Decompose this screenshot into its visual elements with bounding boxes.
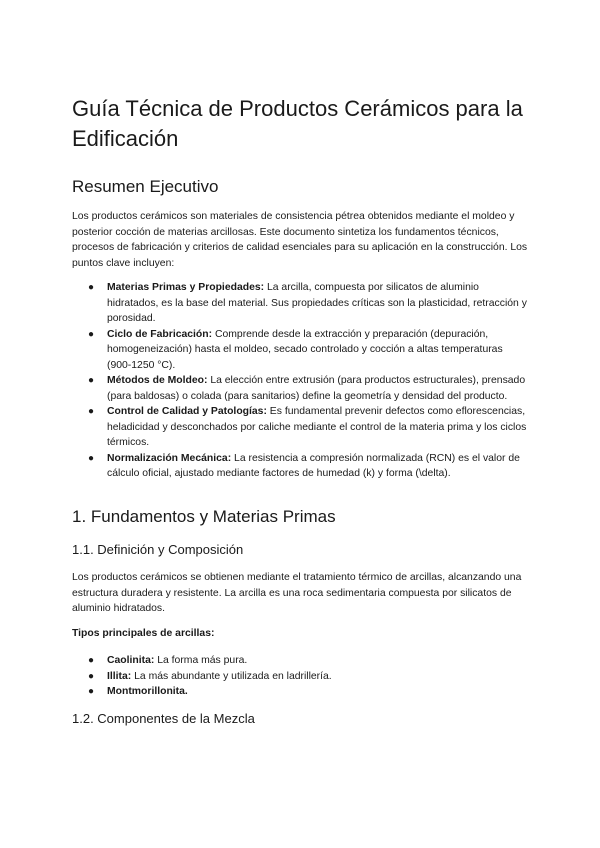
summary-heading: Resumen Ejecutivo: [72, 177, 219, 196]
bullet-icon: ●: [88, 655, 95, 666]
section-1-1-text: Los productos cerámicos se obtienen mediante el tratamiento térmico de arcillas, alcanzando una estructura duradera y resistente. La arcilla es una roca sedimentaria compuesta por silicatos de aluminio hidratados.: [72, 572, 522, 614]
summary-points-list: [72, 280, 528, 482]
list-item-term: Normalización Mecánica:: [107, 452, 232, 464]
list-item-term: Illita:: [107, 670, 132, 682]
list-item-text: La resistencia a compresión normalizada (RCN) es el valor de cálculo oficial, ajustado mediante factores de humedad (k) y forma (\delta).: [107, 452, 520, 479]
document-title: Guía Técnica de Productos Cerámicos para la Edificación: [72, 96, 523, 151]
bullet-icon: ●: [88, 686, 95, 697]
list-item: [72, 653, 528, 669]
bullet-icon: ●: [88, 406, 95, 417]
bullet-icon: ●: [88, 375, 95, 386]
bullet-icon: ●: [88, 328, 95, 340]
list-item-text: La arcilla, compuesta por silicatos de aluminio hidratados, es la base del material. Sus propiedades críticas son la plasticidad, retracción y porosidad.: [107, 282, 527, 324]
list-item: [72, 451, 528, 482]
list-item-text: La elección entre extrusión (para productos estructurales), prensado (para baldosas) o colada (para sanitarios) define la geometría y densidad del producto.: [107, 375, 526, 402]
list-item-term: Control de Calidad y Patologías:: [107, 406, 267, 417]
bullet-icon: ●: [88, 670, 95, 682]
list-item-term: Ciclo de Fabricación:: [107, 328, 213, 340]
list-item: [72, 373, 528, 404]
list-item: [72, 684, 528, 700]
list-item-text: Comprende desde la extracción y preparación (depuración, homogeneización) hasta el moldeo, secado controlado y cocción a altas temperaturas (900-1250 °C).: [107, 328, 503, 371]
section-1-2-heading: 1.2. Componentes de la Mezcla: [72, 711, 255, 726]
list-item-text: La forma más pura.: [154, 655, 248, 666]
list-item: [72, 280, 528, 327]
section-1-heading: 1. Fundamentos y Materias Primas: [72, 507, 336, 526]
list-item: [72, 669, 528, 685]
bullet-icon: ●: [88, 452, 95, 464]
summary-intro: Los productos cerámicos son materiales de consistencia pétrea obtenidos mediante el moldeo y posterior cocción de materias arcillosas. Este documento sintetiza los fundamentos técnicos, procesos de fabricación y criterios de calidad esenciales para su aplicación en la construcción. Los puntos clave incluyen:: [72, 211, 528, 269]
clay-types-label: Tipos principales de arcillas:: [72, 628, 215, 639]
section-1-1-heading: 1.1. Definición y Composición: [72, 542, 244, 557]
list-item: [72, 404, 528, 451]
list-item-text: La más abundante y utilizada en ladrillería.: [131, 670, 332, 682]
list-item: [72, 327, 528, 374]
list-item-text: Es fundamental prevenir defectos como eflorescencias, heladicidad y desconchados por caliche mediante el control de la materia prima y los ciclos térmicos.: [107, 406, 527, 448]
list-item-term: Caolinita:: [107, 655, 155, 666]
bullet-icon: ●: [88, 282, 95, 293]
list-item-term: Montmorillonita.: [107, 686, 188, 697]
list-item-term: Métodos de Moldeo:: [107, 375, 208, 386]
list-item-term: Materias Primas y Propiedades:: [107, 282, 265, 293]
clay-types-list: [72, 653, 528, 700]
